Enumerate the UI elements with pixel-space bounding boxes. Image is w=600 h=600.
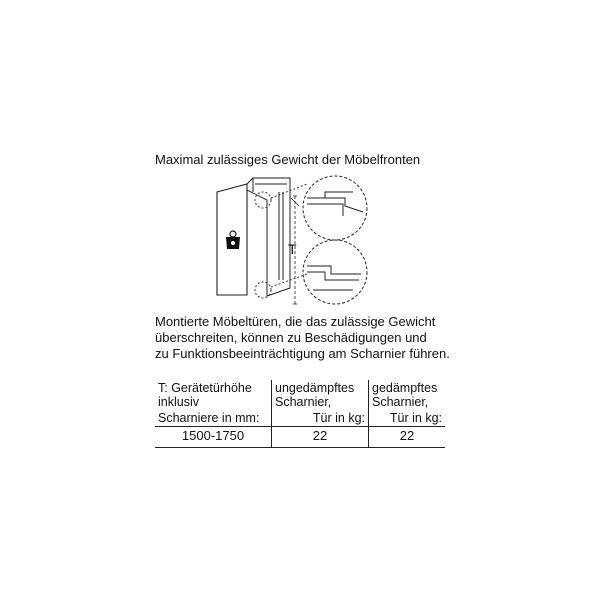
table-unit-row <box>155 410 445 427</box>
dimension-label: T <box>288 241 297 257</box>
warning-line: Montierte Möbeltüren, die das zulässige Gewicht <box>155 314 436 329</box>
warning-line: zu Funktionsbeeinträchtigung am Scharnier führen. <box>155 346 450 361</box>
cell-height: 1500-1750 <box>155 427 272 448</box>
cell-undamped: 22 <box>272 427 369 448</box>
unit-undamped: Tür in kg: <box>272 410 369 427</box>
header-damped: gedämpftes Scharnier, <box>369 380 446 410</box>
appliance-door-diagram <box>195 170 370 305</box>
warning-text <box>155 314 450 362</box>
unit-height: Scharniere in mm: <box>155 410 272 427</box>
table-header-row <box>155 380 445 410</box>
header-height: T: Gerätetürhöhe inklusiv <box>158 381 252 409</box>
header-undamped: ungedämpftes Scharnier, <box>272 380 369 410</box>
weight-table <box>155 380 445 448</box>
cell-damped: 22 <box>369 427 446 448</box>
unit-damped: Tür in kg: <box>369 410 446 427</box>
table-row <box>155 427 445 448</box>
warning-line: überschreiten, können zu Beschädigungen und <box>155 330 427 345</box>
page-title: Maximal zulässiges Gewicht der Möbelfronten <box>155 152 421 167</box>
